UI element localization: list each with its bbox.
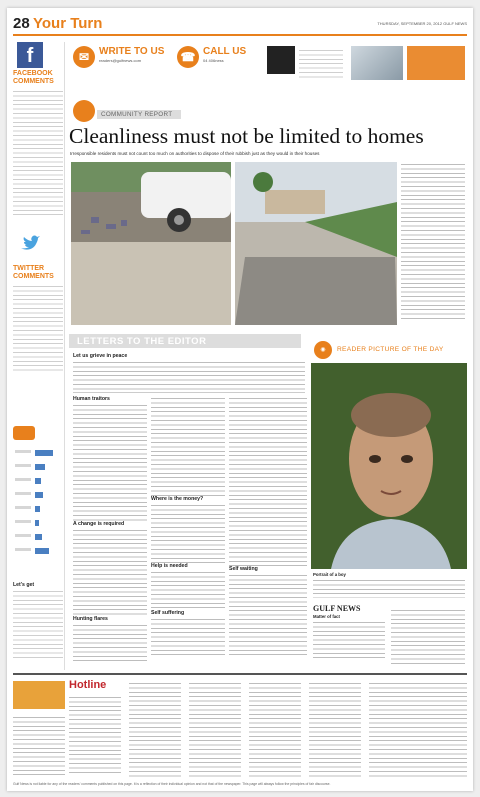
letters-text-5a (151, 396, 225, 496)
hotline-col-4 (249, 681, 301, 777)
poll-block (13, 426, 63, 576)
letters-text-7 (151, 617, 225, 657)
facebook-block (13, 42, 63, 217)
letters-sub-7: Self suffering (151, 610, 185, 616)
letters-text-3 (73, 528, 147, 616)
left-sidebar (13, 42, 65, 670)
letters-text-2 (73, 403, 147, 521)
camera-icon: ◉ (314, 341, 332, 359)
feature-promo (351, 42, 467, 88)
write-to-us-promo (73, 42, 173, 88)
letters-text-6 (151, 570, 225, 610)
community-logo-icon (73, 100, 95, 122)
letters-sub-5: Where is the money? (151, 496, 204, 502)
letters-text-8a (229, 396, 307, 566)
feature-thumbnail (351, 46, 403, 80)
article-body-right (401, 162, 465, 322)
gulfnews-text (313, 620, 385, 660)
facebook-heading: FACEBOOK COMMENTS (13, 70, 54, 85)
newspaper-page (7, 8, 473, 791)
letters-column-2 (151, 396, 225, 666)
hotline-image (13, 681, 65, 709)
letters-text-8 (229, 573, 307, 657)
letters-sub-3: A change is required (73, 521, 125, 527)
gulfnews-sub: Matter of fact (313, 614, 340, 619)
twitter-heading: TWITTER COMMENTS (13, 265, 54, 280)
hotline-section (13, 673, 467, 779)
write-title: WRITE TO US (99, 46, 165, 57)
letters-lead-text (73, 360, 305, 390)
envelope-icon: ✉ (73, 46, 95, 68)
letters-sub-4: Hunting flares (73, 616, 108, 622)
reader-picture-title: READER PICTURE OF THE DAY (337, 346, 444, 353)
caption-text (313, 578, 465, 598)
contact-details (391, 608, 465, 664)
facebook-icon: f (17, 42, 43, 68)
hotline-col-5 (309, 681, 361, 777)
call-title: CALL US (203, 46, 247, 57)
dateline: THURSDAY, SEPTEMBER 20, 2012 GULF NEWS (377, 21, 467, 26)
live-text (299, 48, 343, 78)
article-kicker (69, 100, 467, 124)
letters-sub-6: Help is needed (151, 563, 188, 569)
article-body-lines (401, 162, 465, 322)
hotline-col-3 (189, 681, 241, 777)
street-photo-left (71, 162, 231, 325)
letters-text-4 (73, 623, 147, 663)
letters-sub-1: Let us grieve in peace (73, 353, 128, 359)
quiz-text (13, 589, 63, 659)
page-number: 28 (13, 15, 30, 32)
hotline-title: Hotline (69, 679, 107, 691)
caption-title: Portrait of a boy (313, 572, 346, 577)
quiz-heading: Let's get (13, 582, 35, 588)
quiz-block (13, 582, 63, 659)
twitter-bird-icon (17, 232, 43, 258)
gulfnews-logo: GULF NEWS (313, 604, 361, 613)
letters-sub-2: Human traitors (73, 396, 110, 402)
facebook-comments-text (13, 89, 63, 217)
live-promo (265, 42, 347, 88)
letters-rule (73, 392, 305, 393)
letters-lead (73, 353, 305, 393)
letters-column-3 (229, 396, 307, 666)
poll-bars (13, 440, 63, 570)
feature-text-panel (407, 46, 465, 80)
call-sub: 04 406ness (203, 58, 224, 63)
letters-sub-8: Self waiting (229, 566, 258, 572)
phone-icon: ☎ (177, 46, 199, 68)
reader-picture-photo (311, 363, 467, 569)
article-headline: Cleanliness must not be limited to homes (69, 124, 424, 148)
page-footer: Gulf News is not liable for any of the readers' comments published on this page. It is a reflection of their individual opinion and not that of the newspaper. This page will always follow the principles of fair discourse. (13, 782, 331, 786)
gulfnews-box (313, 604, 385, 666)
hotline-col-7 (421, 681, 467, 777)
call-us-promo (177, 42, 263, 88)
letters-text-5 (151, 503, 225, 563)
hotline-col-6 (369, 681, 421, 777)
hotline-col-1 (69, 695, 121, 775)
street-photo-right (235, 162, 397, 325)
write-sub[interactable]: readers@gulfnews.com (99, 58, 142, 63)
kicker-label: COMMUNITY REPORT (101, 111, 173, 118)
hotline-left-text (13, 715, 65, 775)
letters-header-label: LETTERS TO THE EDITOR (77, 336, 207, 347)
letters-header (69, 334, 301, 348)
twitter-comments-text (13, 284, 63, 374)
letters-column-1 (73, 396, 147, 666)
reader-picture-caption (313, 571, 465, 599)
reader-picture-header (314, 341, 464, 359)
twitter-block (13, 232, 63, 374)
article-deck: Irresponsible residents must not count too much on authorities to dispose of their rubbish just as they would in their houses (70, 151, 320, 156)
live-badge-icon (267, 46, 295, 74)
masthead (13, 12, 467, 36)
section-title: Your Turn (33, 15, 103, 32)
hotline-col-2 (129, 681, 181, 777)
poll-icon (13, 426, 35, 440)
